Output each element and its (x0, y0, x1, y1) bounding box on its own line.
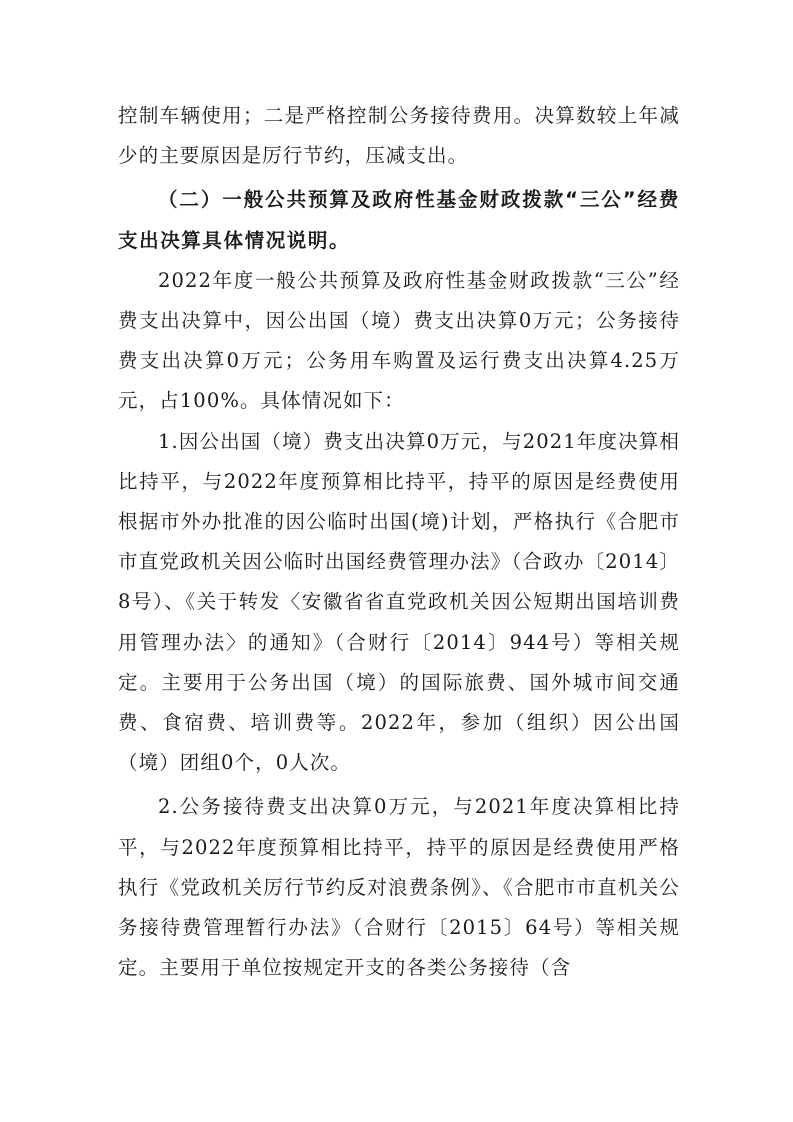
document-body (118, 96, 680, 988)
paragraph-summary: 2022年度一般公共预算及政府性基金财政拨款“三公”经费支出决算中，因公出国（境）费支出决算0万元；公务接待费支出决算0万元；公务用车购置及运行费支出决算4.25万元，占100%。具体情况如下： (118, 268, 680, 413)
paragraph-continuation: 控制车辆使用；二是严格控制公务接待费用。决算数较上年减少的主要原因是厉行节约，压减支出。 (118, 104, 680, 168)
section-heading-2: （二）一般公共预算及政府性基金财政拨款“三公”经费支出决算具体情况说明。 (118, 188, 680, 252)
paragraph-overseas-travel: 1.因公出国（境）费支出决算0万元，与2021年度决算相比持平，与2022年度预算相比持平，持平的原因是经费使用根据市外办批准的因公临时出国(境)计划，严格执行《合肥市市直党政机关因公临时出国经费管理办法》（合政办〔2014〕8号）、《关于转发〈安徽省省直党政机关因公短期出国培训费用管理办法〉的通知》（合财行〔2014〕944号）等相关规定。主要用于公务出国（境）的国际旅费、国外城市间交通费、食宿费、培训费等。2022年，参加（组织）因公出国（境）团组0个，0人次。 (118, 429, 680, 775)
paragraph-reception: 2.公务接待费支出决算0万元，与2021年度决算相比持平，与2022年度预算相比持平，持平的原因是经费使用严格执行《党政机关厉行节约反对浪费条例》、《合肥市市直机关公务接待费管理暂行办法》（合财行〔2015〕64号）等相关规定。主要用于单位按规定开支的各类公务接待（含 (118, 795, 680, 980)
